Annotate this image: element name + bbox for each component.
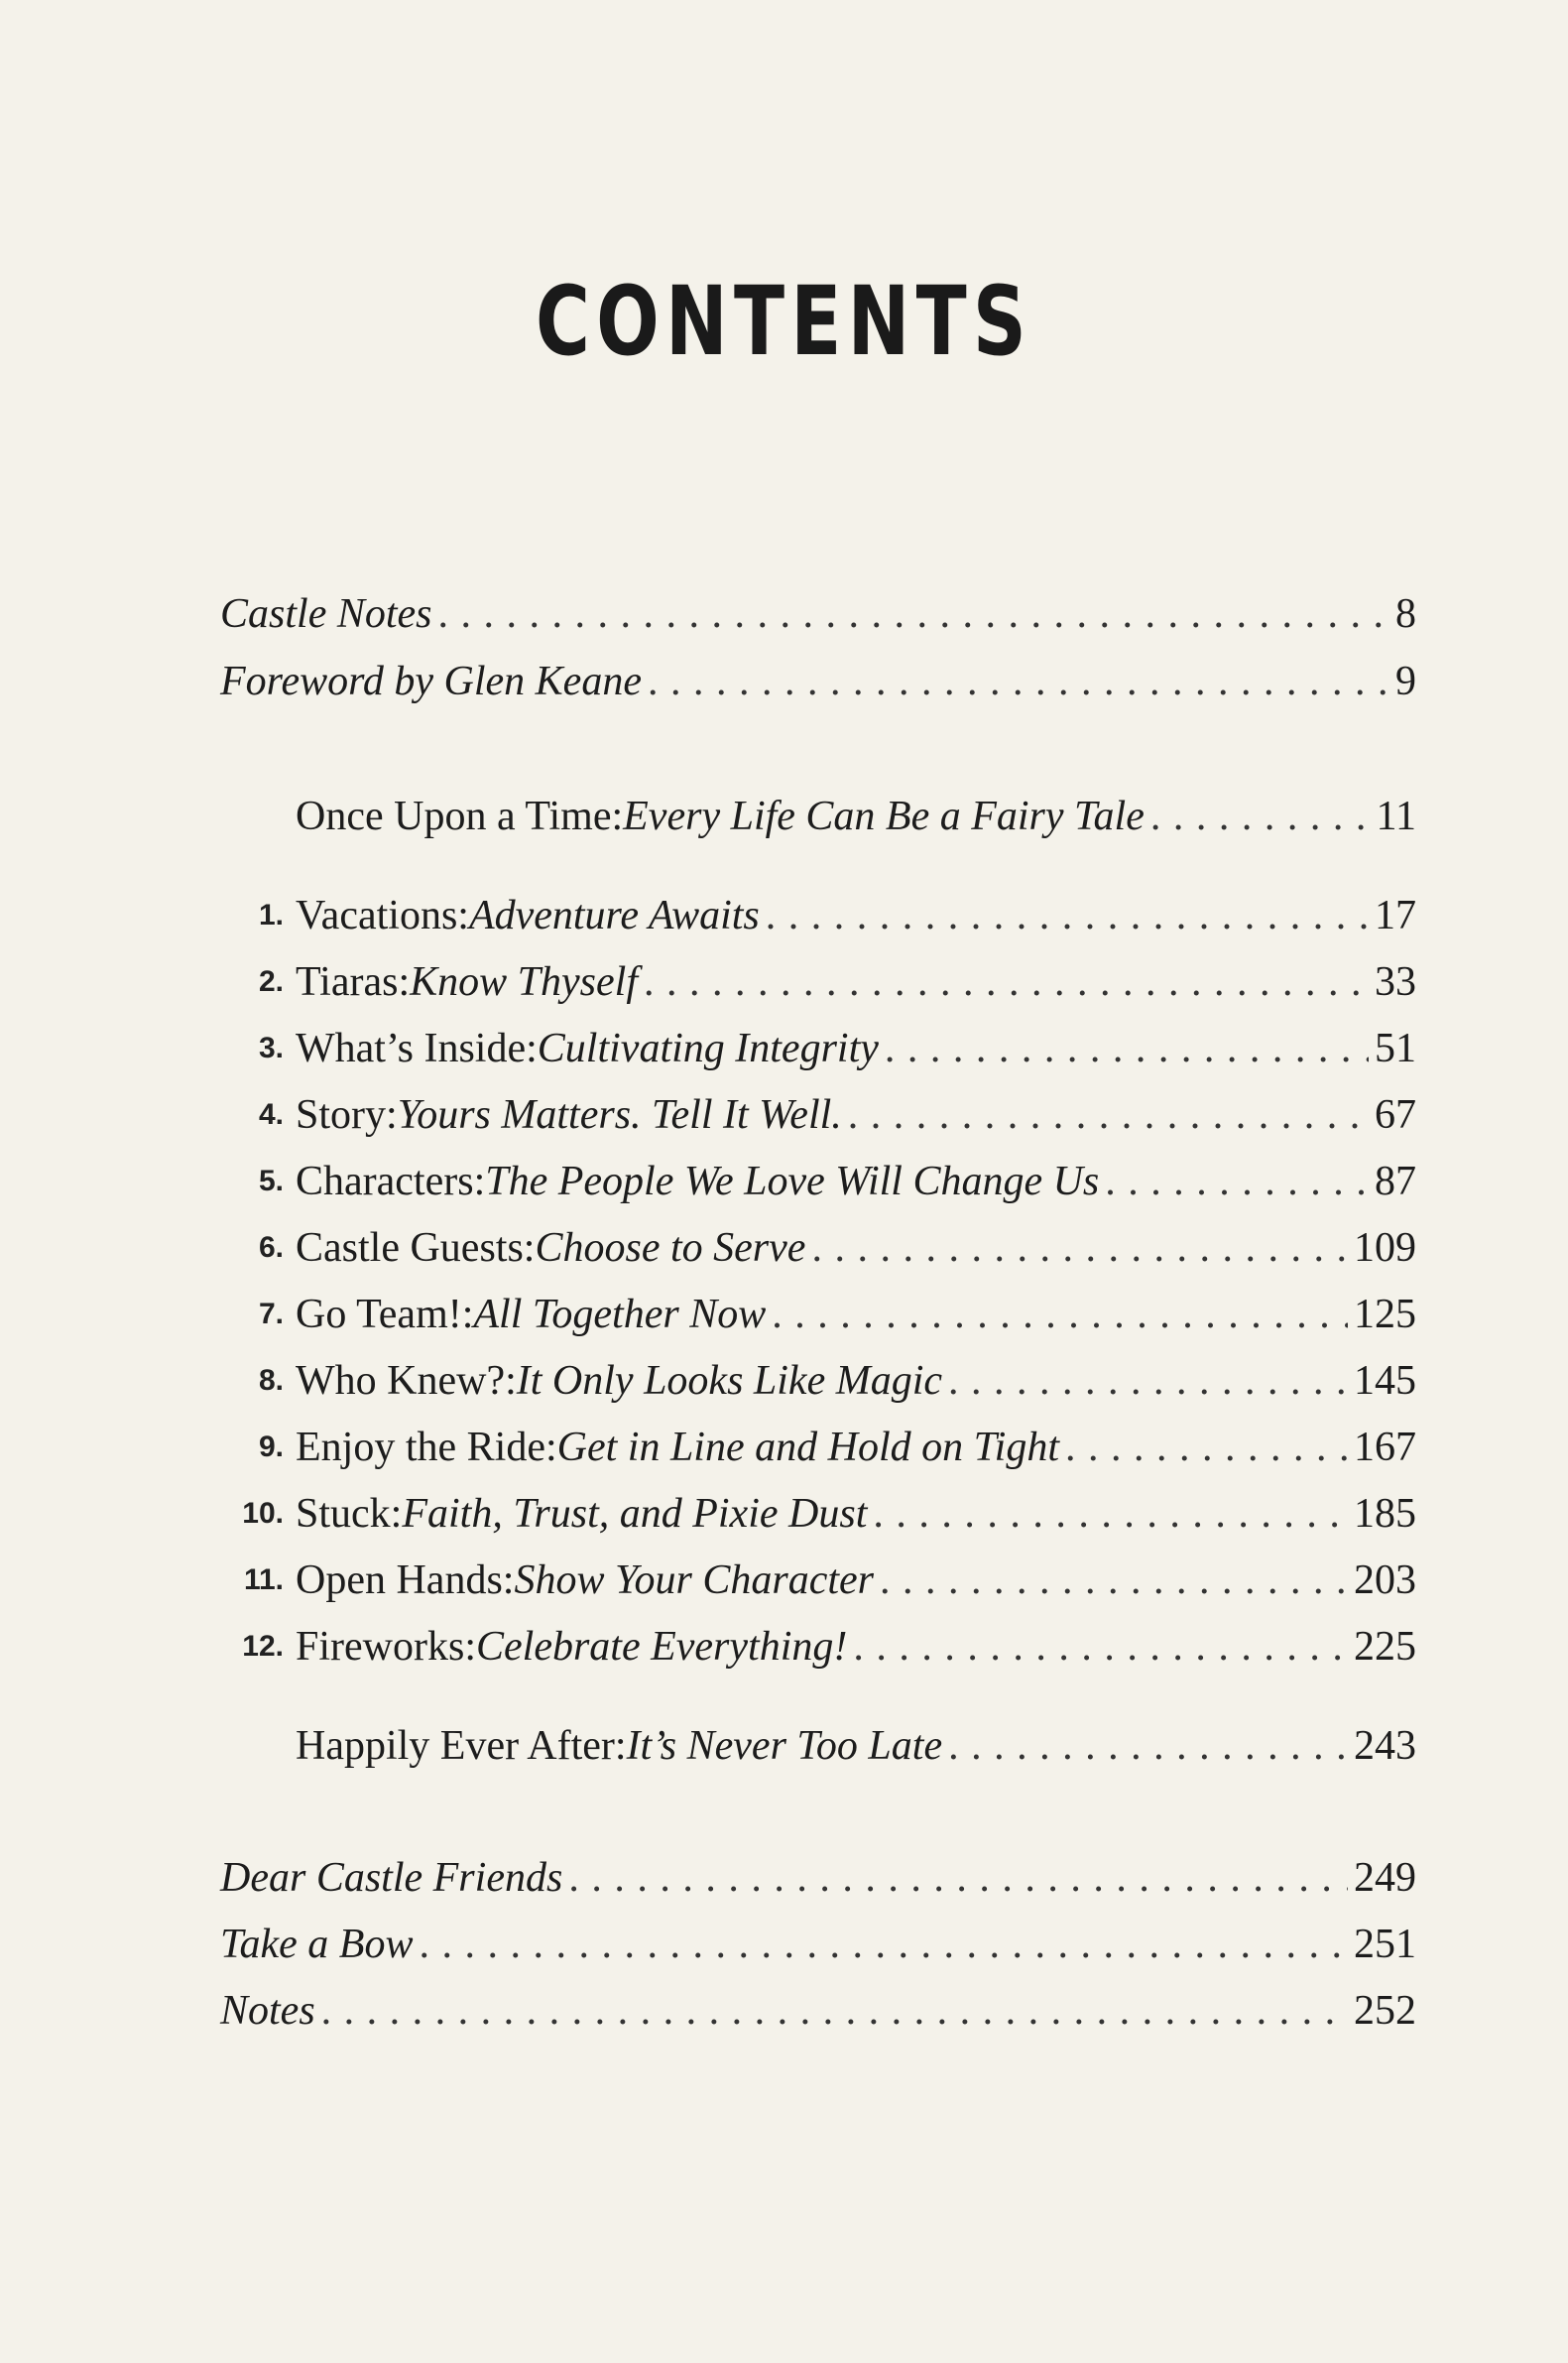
leader-dots <box>648 657 1389 706</box>
leader-dots <box>568 1853 1348 1903</box>
toc-entry-label: Take a Bow <box>220 1922 414 1967</box>
toc-entry-label: What’s Inside: <box>296 1026 538 1071</box>
toc-entry-label: Dear Castle Friends <box>220 1855 563 1901</box>
toc-entry-label: Story: <box>296 1092 398 1138</box>
toc-entry-label: Notes <box>220 1988 315 2034</box>
toc-entry-notes[interactable] <box>220 1986 1416 2036</box>
leader-dots <box>948 1721 1348 1771</box>
leader-dots <box>873 1489 1348 1539</box>
toc-entry-page: 243 <box>1354 1723 1416 1769</box>
leader-dots <box>880 1555 1348 1605</box>
toc-entry-chapter-4[interactable] <box>258 1090 1416 1140</box>
toc-entry-page: 11 <box>1376 794 1416 839</box>
toc-entry-subtitle: Know Thyself <box>410 959 638 1005</box>
chapter-number: 7. <box>258 1298 284 1330</box>
toc-entry-label: Who Knew?: <box>296 1358 517 1404</box>
toc-entry-label: Vacations: <box>296 893 469 938</box>
toc-entry-chapter-1[interactable] <box>258 891 1416 940</box>
leader-dots <box>321 1986 1348 2036</box>
toc-entry-label: Fireworks: <box>296 1624 476 1670</box>
toc-entry-page: 67 <box>1375 1092 1416 1138</box>
toc-entry-label: Go Team!: <box>296 1292 474 1337</box>
chapter-number: 9. <box>258 1430 284 1463</box>
leader-dots <box>766 891 1369 940</box>
toc-entry-take-a-bow[interactable] <box>220 1920 1416 1969</box>
toc-entry-chapter-2[interactable] <box>258 957 1416 1007</box>
toc-entry-subtitle: Adventure Awaits <box>468 893 760 938</box>
toc-entry-page: 8 <box>1395 591 1416 637</box>
toc-entry-once-upon-a-time[interactable] <box>296 792 1416 841</box>
toc-entry-subtitle: Yours Matters. Tell It Well. <box>397 1092 842 1138</box>
toc-entry-chapter-12[interactable] <box>242 1622 1416 1672</box>
chapter-number: 1. <box>258 899 284 932</box>
toc-entry-label: Tiaras: <box>296 959 411 1005</box>
toc-entry-page: 145 <box>1354 1358 1416 1404</box>
leader-dots <box>1150 792 1371 841</box>
toc-entry-subtitle: Every Life Can Be a Fairy Tale <box>623 794 1145 839</box>
toc-entry-chapter-3[interactable] <box>258 1024 1416 1073</box>
leader-dots <box>1105 1157 1369 1206</box>
chapter-number: 5. <box>258 1165 284 1197</box>
toc-entry-subtitle: It Only Looks Like Magic <box>516 1358 943 1404</box>
leader-dots <box>1065 1423 1348 1472</box>
leader-dots <box>772 1290 1348 1339</box>
toc-entry-page: 125 <box>1354 1292 1416 1337</box>
toc-entry-page: 252 <box>1354 1988 1416 2034</box>
toc-entry-page: 203 <box>1354 1557 1416 1603</box>
toc-entry-page: 33 <box>1375 959 1416 1005</box>
chapter-number: 11. <box>243 1563 284 1596</box>
chapter-number: 6. <box>258 1231 284 1264</box>
toc-entry-page: 51 <box>1375 1026 1416 1071</box>
toc-entry-subtitle: Celebrate Everything! <box>476 1624 848 1670</box>
toc-entry-chapter-8[interactable] <box>258 1356 1416 1406</box>
toc-entry-label: Stuck: <box>296 1491 403 1537</box>
chapter-number: 12. <box>242 1630 284 1663</box>
toc-entry-label: Open Hands: <box>296 1557 515 1603</box>
toc-entry-chapter-10[interactable] <box>242 1489 1416 1539</box>
toc-entry-dear-castle-friends[interactable] <box>220 1853 1416 1903</box>
toc-entry-subtitle: Faith, Trust, and Pixie Dust <box>402 1491 868 1537</box>
page-title: CONTENTS <box>535 266 1033 377</box>
toc-entry-page: 109 <box>1354 1225 1416 1271</box>
leader-dots <box>848 1090 1369 1140</box>
toc-entry-subtitle: Get in Line and Hold on Tight <box>556 1425 1059 1470</box>
toc-entry-label: Enjoy the Ride: <box>296 1425 557 1470</box>
toc-entry-label: Once Upon a Time: <box>296 794 624 839</box>
toc-entry-page: 167 <box>1354 1425 1416 1470</box>
toc-entry-page: 17 <box>1375 893 1416 938</box>
toc-entry-label: Castle Guests: <box>296 1225 536 1271</box>
chapter-number: 4. <box>258 1098 284 1131</box>
toc-entry-subtitle: Choose to Serve <box>535 1225 806 1271</box>
toc-entry-label: Foreword by Glen Keane <box>220 659 642 704</box>
leader-dots <box>948 1356 1348 1406</box>
toc-entry-subtitle: Cultivating Integrity <box>537 1026 879 1071</box>
toc-entry-subtitle: Show Your Character <box>514 1557 874 1603</box>
toc-entry-chapter-11[interactable] <box>243 1555 1416 1605</box>
leader-dots <box>438 589 1389 639</box>
toc-entry-happily-ever-after[interactable] <box>296 1721 1416 1771</box>
chapter-number: 2. <box>258 965 284 998</box>
toc-entry-chapter-9[interactable] <box>258 1423 1416 1472</box>
leader-dots <box>885 1024 1369 1073</box>
toc-entry-foreword[interactable] <box>220 657 1416 706</box>
leader-dots <box>419 1920 1348 1969</box>
toc-entry-chapter-7[interactable] <box>258 1290 1416 1339</box>
chapter-number: 10. <box>242 1497 284 1530</box>
leader-dots <box>811 1223 1348 1273</box>
toc-entry-page: 249 <box>1354 1855 1416 1901</box>
chapter-number: 3. <box>258 1032 284 1064</box>
toc-entry-label: Castle Notes <box>220 591 432 637</box>
toc-entry-label: Characters: <box>296 1159 486 1204</box>
toc-entry-page: 9 <box>1395 659 1416 704</box>
toc-entry-subtitle: It’s Never Too Late <box>626 1723 943 1769</box>
toc-entry-subtitle: The People We Love Will Change Us <box>485 1159 1100 1204</box>
toc-entry-chapter-6[interactable] <box>258 1223 1416 1273</box>
toc-entry-page: 87 <box>1375 1159 1416 1204</box>
toc-entry-page: 185 <box>1354 1491 1416 1537</box>
chapter-number: 8. <box>258 1364 284 1397</box>
leader-dots <box>644 957 1369 1007</box>
toc-entry-page: 225 <box>1354 1624 1416 1670</box>
toc-entry-label: Happily Ever After: <box>296 1723 627 1769</box>
toc-entry-castle-notes[interactable] <box>220 589 1416 639</box>
toc-entry-page: 251 <box>1354 1922 1416 1967</box>
toc-entry-subtitle: All Together Now <box>473 1292 767 1337</box>
leader-dots <box>853 1622 1348 1672</box>
toc-entry-chapter-5[interactable] <box>258 1157 1416 1206</box>
